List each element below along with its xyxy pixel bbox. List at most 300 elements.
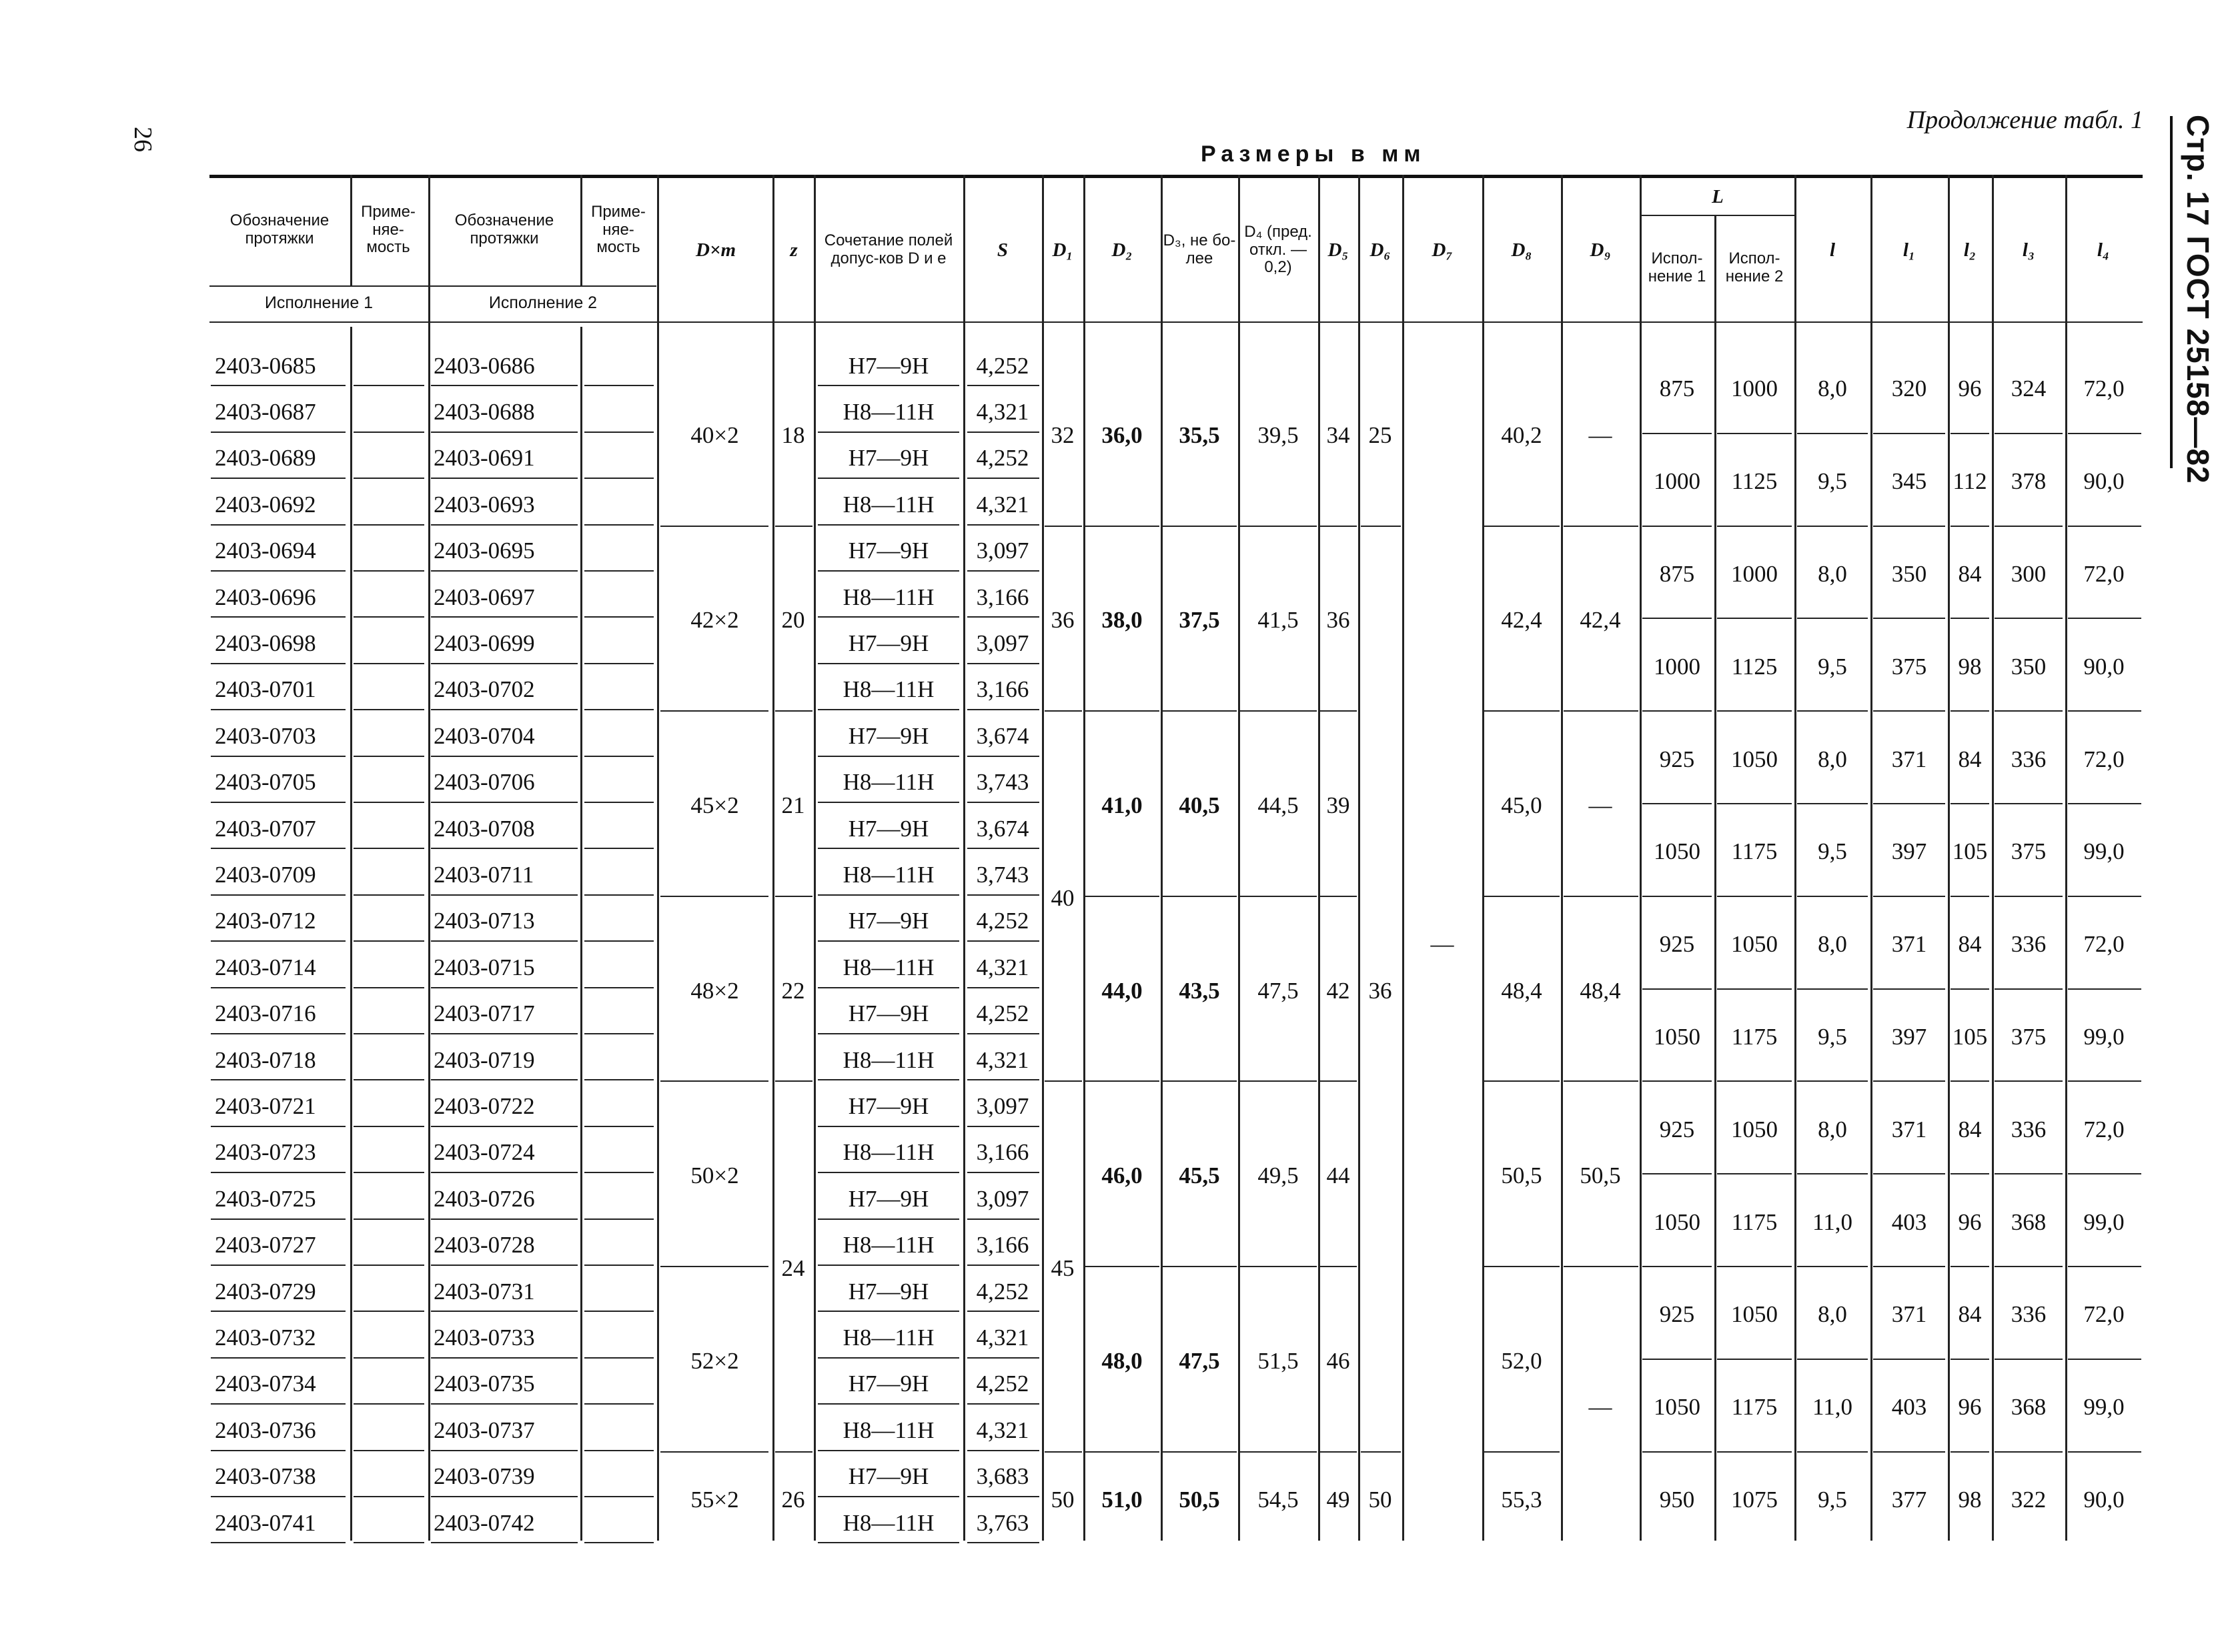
s-value: 3,097 xyxy=(976,1185,1029,1212)
group-rule xyxy=(1484,1080,1560,1082)
l1-value: 375 xyxy=(1891,653,1927,680)
page-number: 26 xyxy=(129,127,157,152)
row-underline xyxy=(584,1357,654,1359)
l-value: 11,0 xyxy=(1812,1208,1852,1235)
tolerance-fit: H8—11H xyxy=(843,1046,935,1073)
row-underline xyxy=(967,1542,1039,1543)
designation-exec2: 2403-0726 xyxy=(434,1185,535,1212)
designation-exec2: 2403-0739 xyxy=(434,1463,535,1490)
pair-rule xyxy=(1951,896,1989,897)
group-rule xyxy=(660,1451,768,1453)
row-underline xyxy=(818,1079,959,1080)
group-d5: 36 xyxy=(1326,607,1350,634)
row-underline xyxy=(354,1311,424,1312)
s-value: 4,252 xyxy=(976,1278,1029,1305)
l1-value: 350 xyxy=(1891,560,1927,587)
group-z: 18 xyxy=(781,422,805,448)
pair-rule xyxy=(1873,433,1945,434)
s-value: 4,252 xyxy=(976,1371,1029,1397)
tolerance-fit: H8—11H xyxy=(843,1232,935,1259)
designation-exec2: 2403-0699 xyxy=(434,630,535,657)
L-exec2-value: 1050 xyxy=(1731,931,1778,958)
L-exec1-value: 925 xyxy=(1659,746,1695,772)
designation-exec2: 2403-0724 xyxy=(434,1139,535,1166)
group-rule xyxy=(1319,896,1357,897)
s-value: 3,166 xyxy=(976,1232,1029,1259)
designation-exec1: 2403-0741 xyxy=(215,1509,316,1536)
row-underline xyxy=(818,1357,959,1359)
L-exec2-value: 1050 xyxy=(1731,746,1778,772)
row-underline xyxy=(967,894,1039,896)
tolerance-fit: H8—11H xyxy=(843,769,935,796)
tolerance-fit: H7—9H xyxy=(848,1185,929,1212)
l-value: 9,5 xyxy=(1818,1023,1847,1050)
pair-rule xyxy=(1873,618,1945,619)
pair-rule xyxy=(1951,1359,1989,1360)
group-dxm: 48×2 xyxy=(690,977,739,1004)
row-underline xyxy=(967,709,1039,710)
row-underline xyxy=(431,432,578,433)
row-underline xyxy=(967,432,1039,433)
row-underline xyxy=(211,1496,346,1497)
row-underline xyxy=(584,663,654,664)
designation-exec2: 2403-0688 xyxy=(434,399,535,426)
group-d8: 40,2 xyxy=(1501,422,1542,448)
row-underline xyxy=(211,1218,346,1220)
row-underline xyxy=(967,987,1039,988)
tolerance-fit: H8—11H xyxy=(843,1509,935,1536)
d1-value: 45 xyxy=(1051,1255,1075,1281)
row-underline xyxy=(211,478,346,479)
pair-rule xyxy=(1873,1451,1945,1453)
group-rule xyxy=(660,710,768,712)
row-underline xyxy=(431,524,578,526)
pair-rule xyxy=(1873,710,1945,712)
row-underline xyxy=(967,802,1039,803)
row-underline xyxy=(967,663,1039,664)
tolerance-fit: H8—11H xyxy=(843,1139,935,1166)
L-exec1-value: 925 xyxy=(1659,1116,1695,1142)
s-value: 3,166 xyxy=(976,676,1029,703)
row-underline xyxy=(967,1357,1039,1359)
row-underline xyxy=(431,940,578,942)
l-value: 9,5 xyxy=(1818,1486,1847,1513)
group-z: 26 xyxy=(781,1486,805,1513)
row-underline xyxy=(584,616,654,618)
group-z: 21 xyxy=(781,792,805,818)
group-d5: 42 xyxy=(1326,977,1350,1004)
row-underline xyxy=(818,802,959,803)
header-d3: D₃, не бо-лее xyxy=(1163,231,1236,267)
l-value: 9,5 xyxy=(1818,653,1847,680)
group-z: 22 xyxy=(781,977,805,1004)
pair-rule xyxy=(1797,1359,1868,1360)
pair-rule xyxy=(1951,1080,1989,1082)
d6-value: 36 xyxy=(1368,977,1392,1004)
pair-rule xyxy=(2068,988,2141,990)
row-underline xyxy=(354,1357,424,1359)
group-rule xyxy=(1085,1451,1159,1453)
tolerance-fit: H7—9H xyxy=(848,445,929,472)
designation-exec2: 2403-0691 xyxy=(434,445,535,472)
designation-exec1: 2403-0685 xyxy=(215,352,316,379)
group-d3: 40,5 xyxy=(1179,792,1220,818)
L-exec1-value: 875 xyxy=(1659,560,1695,587)
s-value: 4,321 xyxy=(976,399,1029,426)
row-underline xyxy=(818,987,959,988)
row-underline xyxy=(584,1079,654,1080)
row-underline xyxy=(431,570,578,572)
L-exec1-value: 1050 xyxy=(1654,1394,1700,1421)
pair-rule xyxy=(1642,896,1712,897)
l3-value: 368 xyxy=(2011,1208,2047,1235)
header-s: S xyxy=(997,239,1009,261)
l3-value: 336 xyxy=(2011,1116,2047,1142)
designation-exec1: 2403-0732 xyxy=(215,1325,316,1351)
pair-rule xyxy=(1642,988,1712,990)
row-underline xyxy=(431,663,578,664)
group-rule xyxy=(660,1080,768,1082)
tolerance-fit: H8—11H xyxy=(843,584,935,610)
group-rule xyxy=(1239,1080,1317,1082)
row-underline xyxy=(584,385,654,386)
group-rule xyxy=(1361,526,1401,527)
group-d4: 47,5 xyxy=(1257,977,1299,1004)
row-underline xyxy=(211,894,346,896)
row-underline xyxy=(431,848,578,849)
row-underline xyxy=(584,894,654,896)
group-d8: 50,5 xyxy=(1501,1162,1542,1189)
l3-value: 322 xyxy=(2011,1486,2047,1513)
row-underline xyxy=(967,385,1039,386)
row-underline xyxy=(818,1218,959,1220)
d9-value: — xyxy=(1588,422,1612,448)
designation-exec1: 2403-0734 xyxy=(215,1371,316,1397)
group-rule xyxy=(1484,896,1560,897)
d1-value: 32 xyxy=(1051,422,1075,448)
group-dxm: 42×2 xyxy=(690,607,739,634)
group-rule xyxy=(1564,1080,1638,1082)
designation-exec1: 2403-0723 xyxy=(215,1139,316,1166)
table-top-rule xyxy=(209,175,2143,178)
row-underline xyxy=(967,1079,1039,1080)
row-underline xyxy=(818,1033,959,1034)
group-rule xyxy=(660,1266,768,1267)
group-d2: 36,0 xyxy=(1101,422,1143,448)
row-underline xyxy=(967,1126,1039,1127)
designation-exec1: 2403-0692 xyxy=(215,491,316,518)
row-underline xyxy=(818,524,959,526)
designation-exec1: 2403-0687 xyxy=(215,399,316,426)
group-d5: 46 xyxy=(1326,1347,1350,1374)
header-l2: l₂ xyxy=(1963,239,1977,261)
l3-value: 336 xyxy=(2011,1301,2047,1328)
header-l4: l₄ xyxy=(2097,239,2110,261)
row-underline xyxy=(967,478,1039,479)
L-exec2-value: 1175 xyxy=(1731,1023,1778,1050)
pair-rule xyxy=(1873,1266,1945,1267)
row-underline xyxy=(818,385,959,386)
group-d4: 51,5 xyxy=(1257,1347,1299,1374)
group-d4: 41,5 xyxy=(1257,607,1299,634)
designation-exec2: 2403-0686 xyxy=(434,352,535,379)
pair-rule xyxy=(1995,526,2063,527)
group-d3: 37,5 xyxy=(1179,607,1220,634)
L-exec2-value: 1000 xyxy=(1731,375,1778,402)
row-underline xyxy=(818,1542,959,1543)
group-z: 20 xyxy=(781,607,805,634)
pair-rule xyxy=(1642,618,1712,619)
row-underline xyxy=(431,1033,578,1034)
l-value: 8,0 xyxy=(1818,560,1847,587)
row-underline xyxy=(818,1126,959,1127)
row-underline xyxy=(211,385,346,386)
row-underline xyxy=(354,894,424,896)
row-underline xyxy=(431,894,578,896)
group-d2: 46,0 xyxy=(1101,1162,1143,1189)
group-rule xyxy=(1085,526,1159,527)
l3-value: 350 xyxy=(2011,653,2047,680)
l-value: 11,0 xyxy=(1812,1394,1852,1421)
s-value: 4,321 xyxy=(976,1325,1029,1351)
designation-exec2: 2403-0706 xyxy=(434,769,535,796)
pair-rule xyxy=(1717,1451,1792,1453)
pair-rule xyxy=(1717,618,1792,619)
row-underline xyxy=(584,432,654,433)
row-underline xyxy=(818,709,959,710)
row-underline xyxy=(584,1126,654,1127)
d1-value: 36 xyxy=(1051,607,1075,634)
row-underline xyxy=(431,987,578,988)
group-rule xyxy=(1085,1266,1159,1267)
row-underline xyxy=(211,802,346,803)
header-L: L xyxy=(1712,185,1724,207)
L-exec1-value: 875 xyxy=(1659,375,1695,402)
row-underline xyxy=(211,709,346,710)
l1-value: 320 xyxy=(1891,375,1927,402)
pair-rule xyxy=(1995,433,2063,434)
row-underline xyxy=(354,1450,424,1451)
group-d5: 49 xyxy=(1326,1486,1350,1513)
group-d3: 50,5 xyxy=(1179,1486,1220,1513)
designation-exec2: 2403-0708 xyxy=(434,815,535,842)
row-underline xyxy=(354,1033,424,1034)
pair-rule xyxy=(1717,1359,1792,1360)
l3-value: 375 xyxy=(2011,1023,2047,1050)
pair-rule xyxy=(2068,710,2141,712)
designation-exec2: 2403-0715 xyxy=(434,954,535,980)
group-rule xyxy=(1319,1080,1357,1082)
exec-label-rule xyxy=(209,285,656,287)
group-rule xyxy=(1162,896,1237,897)
row-underline xyxy=(431,1496,578,1497)
tolerance-fit: H8—11H xyxy=(843,1417,935,1443)
pair-rule xyxy=(1951,1266,1989,1267)
group-dxm: 45×2 xyxy=(690,792,739,818)
row-underline xyxy=(354,1496,424,1497)
row-underline xyxy=(818,432,959,433)
group-rule xyxy=(1239,896,1317,897)
group-rule xyxy=(1564,526,1638,527)
designation-exec2: 2403-0717 xyxy=(434,1000,535,1027)
l1-value: 403 xyxy=(1891,1208,1927,1235)
group-rule xyxy=(1045,526,1082,527)
group-rule xyxy=(1162,1451,1237,1453)
continuation-note: Продолжение табл. 1 xyxy=(1906,106,2143,134)
tolerance-fit: H7—9H xyxy=(848,538,929,564)
s-value: 3,166 xyxy=(976,1139,1029,1166)
group-d2: 38,0 xyxy=(1101,607,1143,634)
group-rule xyxy=(1085,1080,1159,1082)
group-rule xyxy=(1319,710,1357,712)
s-value: 3,097 xyxy=(976,1093,1029,1120)
group-d4: 39,5 xyxy=(1257,422,1299,448)
row-underline xyxy=(818,756,959,757)
row-underline xyxy=(818,1265,959,1266)
column-line xyxy=(580,175,582,285)
designation-exec1: 2403-0718 xyxy=(215,1046,316,1073)
group-d8: 55,3 xyxy=(1501,1486,1542,1513)
group-rule xyxy=(1484,1451,1560,1453)
designation-exec2: 2403-0693 xyxy=(434,491,535,518)
d9-value: — xyxy=(1588,1394,1612,1421)
row-underline xyxy=(967,1265,1039,1266)
designation-exec1: 2403-0705 xyxy=(215,769,316,796)
row-underline xyxy=(967,940,1039,942)
tolerance-fit: H7—9H xyxy=(848,630,929,657)
l1-value: 371 xyxy=(1891,1301,1927,1328)
pair-rule xyxy=(1995,803,2063,804)
row-underline xyxy=(354,1126,424,1127)
row-underline xyxy=(967,848,1039,849)
header-exec-2: Исполнение 2 xyxy=(488,293,598,312)
L-exec2-value: 1075 xyxy=(1731,1486,1778,1513)
L-exec1-value: 1050 xyxy=(1654,1208,1700,1235)
pair-rule xyxy=(1797,1173,1868,1174)
pair-rule xyxy=(1797,526,1868,527)
d9-value: 48,4 xyxy=(1580,977,1621,1004)
group-rule xyxy=(1045,710,1082,712)
l-value: 8,0 xyxy=(1818,746,1847,772)
row-underline xyxy=(354,756,424,757)
tolerance-fit: H7—9H xyxy=(848,815,929,842)
pair-rule xyxy=(2068,803,2141,804)
tolerance-fit: H7—9H xyxy=(848,722,929,749)
row-underline xyxy=(211,1079,346,1080)
group-rule xyxy=(1319,526,1357,527)
header-d1: D₁ xyxy=(1052,239,1073,261)
pair-rule xyxy=(1995,1451,2063,1453)
d9-value: 50,5 xyxy=(1580,1162,1621,1189)
tolerance-fit: H7—9H xyxy=(848,1000,929,1027)
group-dxm: 50×2 xyxy=(690,1162,739,1189)
group-rule xyxy=(1361,1451,1401,1453)
s-value: 4,252 xyxy=(976,352,1029,379)
pair-rule xyxy=(1642,1266,1712,1267)
L-exec2-value: 1050 xyxy=(1731,1301,1778,1328)
group-rule xyxy=(1239,1266,1317,1267)
row-underline xyxy=(584,1450,654,1451)
group-d2: 51,0 xyxy=(1101,1486,1143,1513)
pair-rule xyxy=(1797,988,1868,990)
pair-rule xyxy=(1642,1451,1712,1453)
row-underline xyxy=(354,524,424,526)
l2-value: 105 xyxy=(1952,1023,1988,1050)
s-value: 3,683 xyxy=(976,1463,1029,1490)
pair-rule xyxy=(1642,433,1712,434)
pair-rule xyxy=(1717,710,1792,712)
d9-value: — xyxy=(1588,792,1612,818)
row-underline xyxy=(354,848,424,849)
row-underline xyxy=(354,1403,424,1405)
row-underline xyxy=(584,570,654,572)
header-applicability-2: Приме-няе-мость xyxy=(591,202,646,257)
row-underline xyxy=(211,848,346,849)
s-value: 4,321 xyxy=(976,954,1029,980)
row-underline xyxy=(354,385,424,386)
s-value: 3,763 xyxy=(976,1509,1029,1536)
designation-exec2: 2403-0695 xyxy=(434,538,535,564)
L-exec2-value: 1175 xyxy=(1731,1208,1778,1235)
group-d3: 43,5 xyxy=(1179,977,1220,1004)
designation-exec2: 2403-0742 xyxy=(434,1509,535,1536)
s-value: 4,321 xyxy=(976,1417,1029,1443)
l4-value: 99,0 xyxy=(2083,1394,2125,1421)
L-exec2-value: 1000 xyxy=(1731,560,1778,587)
row-underline xyxy=(431,1450,578,1451)
row-underline xyxy=(354,570,424,572)
row-underline xyxy=(431,802,578,803)
tolerance-fit: H7—9H xyxy=(848,1371,929,1397)
row-underline xyxy=(967,756,1039,757)
s-value: 3,674 xyxy=(976,815,1029,842)
l2-value: 98 xyxy=(1958,1486,1982,1513)
designation-exec2: 2403-0733 xyxy=(434,1325,535,1351)
l3-value: 378 xyxy=(2011,468,2047,495)
designation-exec2: 2403-0722 xyxy=(434,1093,535,1120)
group-rule xyxy=(1484,526,1560,527)
row-underline xyxy=(211,987,346,988)
designation-exec1: 2403-0703 xyxy=(215,722,316,749)
group-rule xyxy=(1564,710,1638,712)
pair-rule xyxy=(2068,1359,2141,1360)
l2-value: 105 xyxy=(1952,838,1988,865)
row-underline xyxy=(967,1172,1039,1173)
side-stamp: Стр. 17 ГОСТ 25158—82 xyxy=(2181,115,2215,484)
l-value: 8,0 xyxy=(1818,931,1847,958)
group-dxm: 40×2 xyxy=(690,422,739,448)
group-d8: 45,0 xyxy=(1501,792,1542,818)
row-underline xyxy=(211,616,346,618)
group-rule xyxy=(775,1080,812,1082)
pair-rule xyxy=(1797,1266,1868,1267)
row-underline xyxy=(584,1172,654,1173)
designation-exec1: 2403-0709 xyxy=(215,862,316,888)
header-L-exec1: Испол-нение 1 xyxy=(1648,249,1706,285)
group-rule xyxy=(660,896,768,897)
designation-exec1: 2403-0721 xyxy=(215,1093,316,1120)
row-underline xyxy=(431,385,578,386)
row-underline xyxy=(967,1311,1039,1312)
pair-rule xyxy=(1873,988,1945,990)
d1-value: 40 xyxy=(1051,884,1075,911)
designation-exec1: 2403-0712 xyxy=(215,908,316,934)
group-d4: 44,5 xyxy=(1257,792,1299,818)
l2-value: 84 xyxy=(1958,560,1982,587)
s-value: 4,252 xyxy=(976,445,1029,472)
l2-value: 84 xyxy=(1958,1301,1982,1328)
row-underline xyxy=(354,987,424,988)
